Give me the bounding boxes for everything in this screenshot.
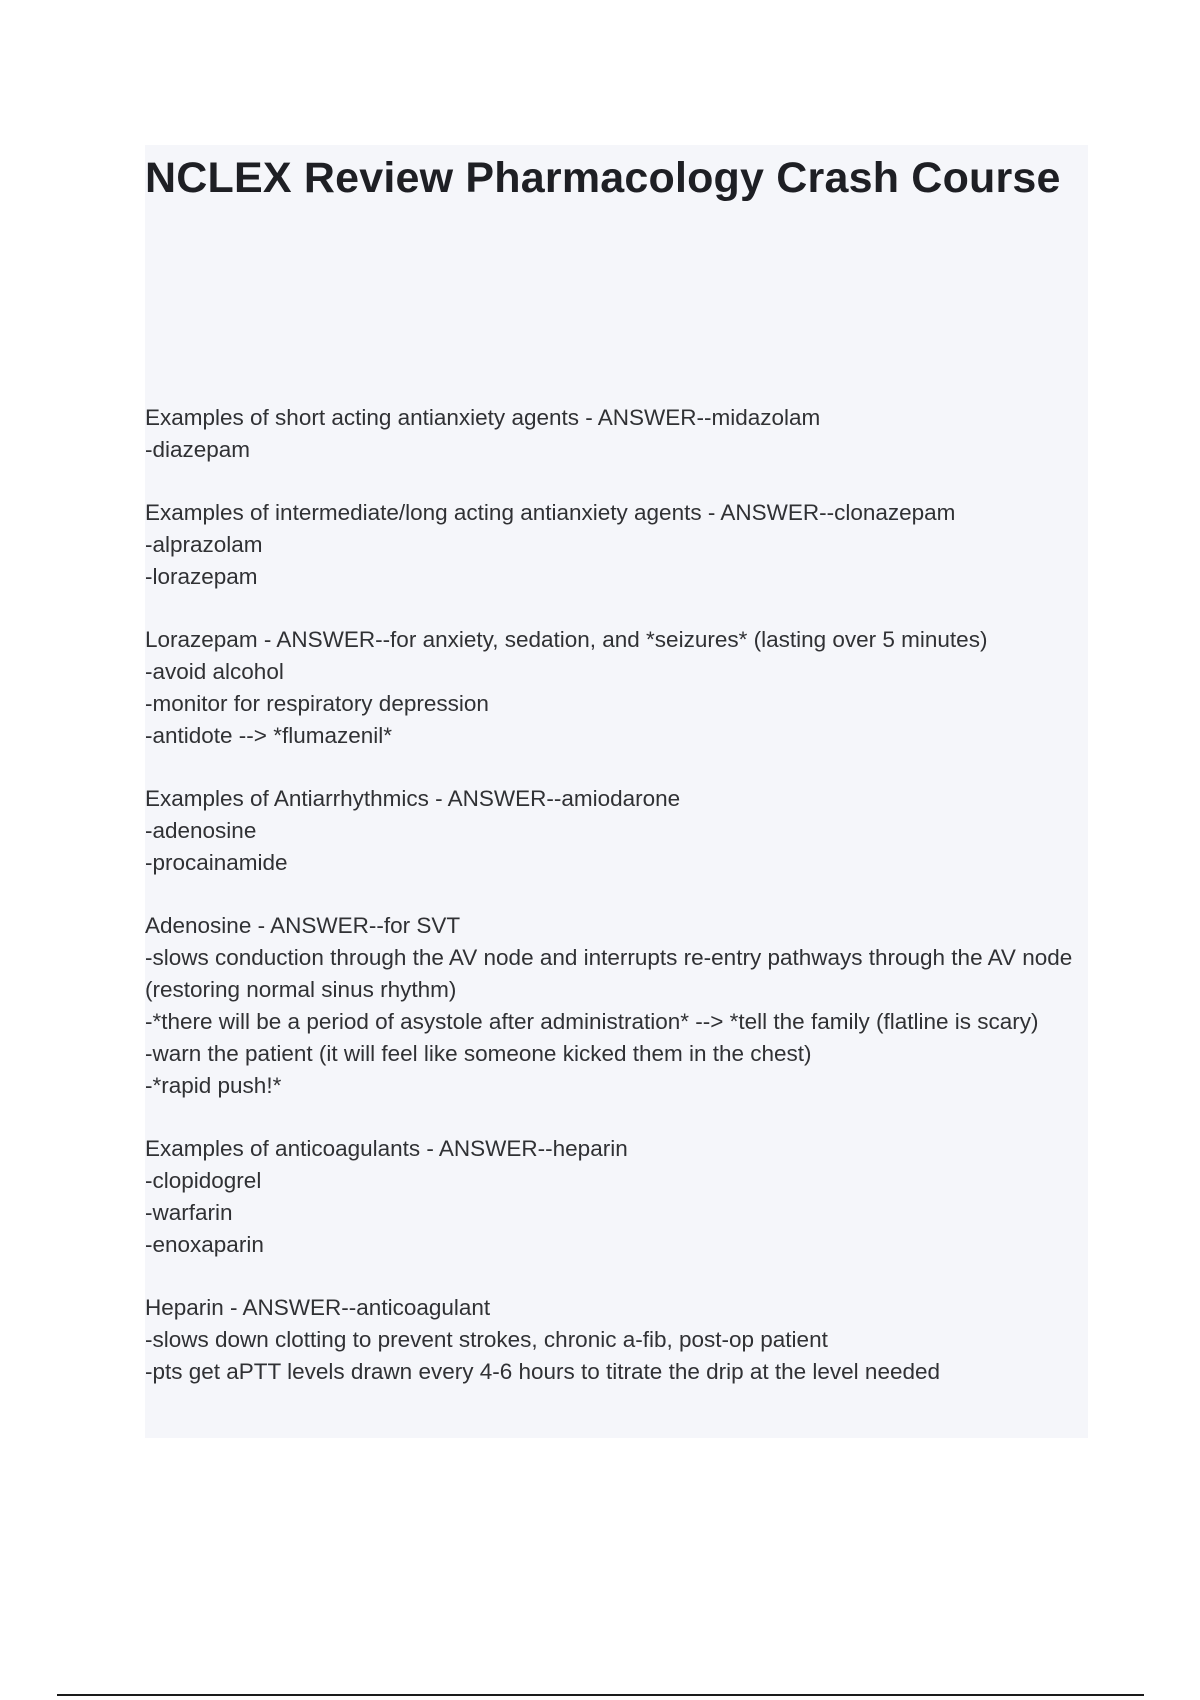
qa-answer-line: -procainamide bbox=[145, 850, 288, 875]
qa-answer-line: -warn the patient (it will feel like someone kicked them in the chest) bbox=[145, 1041, 812, 1066]
qa-question-line: Examples of Antiarrhythmics - ANSWER--amiodarone bbox=[145, 786, 681, 811]
qa-question-line: Examples of anticoagulants - ANSWER--heparin bbox=[145, 1136, 628, 1161]
qa-answer-line: -avoid alcohol bbox=[145, 659, 284, 684]
qa-entry-short-acting-antianxiety bbox=[145, 402, 1088, 466]
qa-answer-line: -warfarin bbox=[145, 1200, 233, 1225]
qa-answer-line: -slows down clotting to prevent strokes, chronic a-fib, post-op patient bbox=[145, 1327, 828, 1352]
qa-question-line: Heparin - ANSWER--anticoagulant bbox=[145, 1295, 491, 1320]
qa-answer-line: -alprazolam bbox=[145, 532, 263, 557]
qa-entry-lorazepam bbox=[145, 624, 1088, 752]
qa-answer-line: -slows conduction through the AV node and interrupts re-entry pathways through the AV node (restoring normal sinus rhythm) bbox=[145, 945, 1079, 1002]
qa-answer-line: -*rapid push!* bbox=[145, 1073, 282, 1098]
qa-answer-line: -clopidogrel bbox=[145, 1168, 262, 1193]
qa-question-line: Lorazepam - ANSWER--for anxiety, sedation, and *seizures* (lasting over 5 minutes) bbox=[145, 627, 988, 652]
footer-divider bbox=[57, 1694, 1144, 1696]
qa-question-line: Examples of intermediate/long acting antianxiety agents - ANSWER--clonazepam bbox=[145, 500, 956, 525]
qa-answer-line: -monitor for respiratory depression bbox=[145, 691, 489, 716]
qa-entry-long-acting-antianxiety bbox=[145, 497, 1088, 593]
qa-answer-line: -pts get aPTT levels drawn every 4-6 hours to titrate the drip at the level needed bbox=[145, 1359, 941, 1384]
qa-entry-anticoagulants bbox=[145, 1133, 1088, 1261]
qa-answer-line: -*there will be a period of asystole after administration* --> *tell the family (flatline is scary) bbox=[145, 1009, 1039, 1034]
qa-question-line: Adenosine - ANSWER--for SVT bbox=[145, 913, 461, 938]
qa-answer-line: -lorazepam bbox=[145, 564, 258, 589]
qa-answer-line: -diazepam bbox=[145, 437, 251, 462]
qa-entry-adenosine bbox=[145, 910, 1088, 1102]
document-content bbox=[145, 145, 1088, 1438]
qa-answer-line: -adenosine bbox=[145, 818, 257, 843]
qa-list bbox=[145, 402, 1088, 1419]
qa-entry-antiarrhythmics bbox=[145, 783, 1088, 879]
qa-answer-line: -antidote --> *flumazenil* bbox=[145, 723, 392, 748]
qa-entry-heparin bbox=[145, 1292, 1088, 1388]
qa-answer-line: -enoxaparin bbox=[145, 1232, 264, 1257]
page-title: NCLEX Review Pharmacology Crash Course bbox=[145, 154, 1061, 202]
qa-question-line: Examples of short acting antianxiety agents - ANSWER--midazolam bbox=[145, 405, 821, 430]
